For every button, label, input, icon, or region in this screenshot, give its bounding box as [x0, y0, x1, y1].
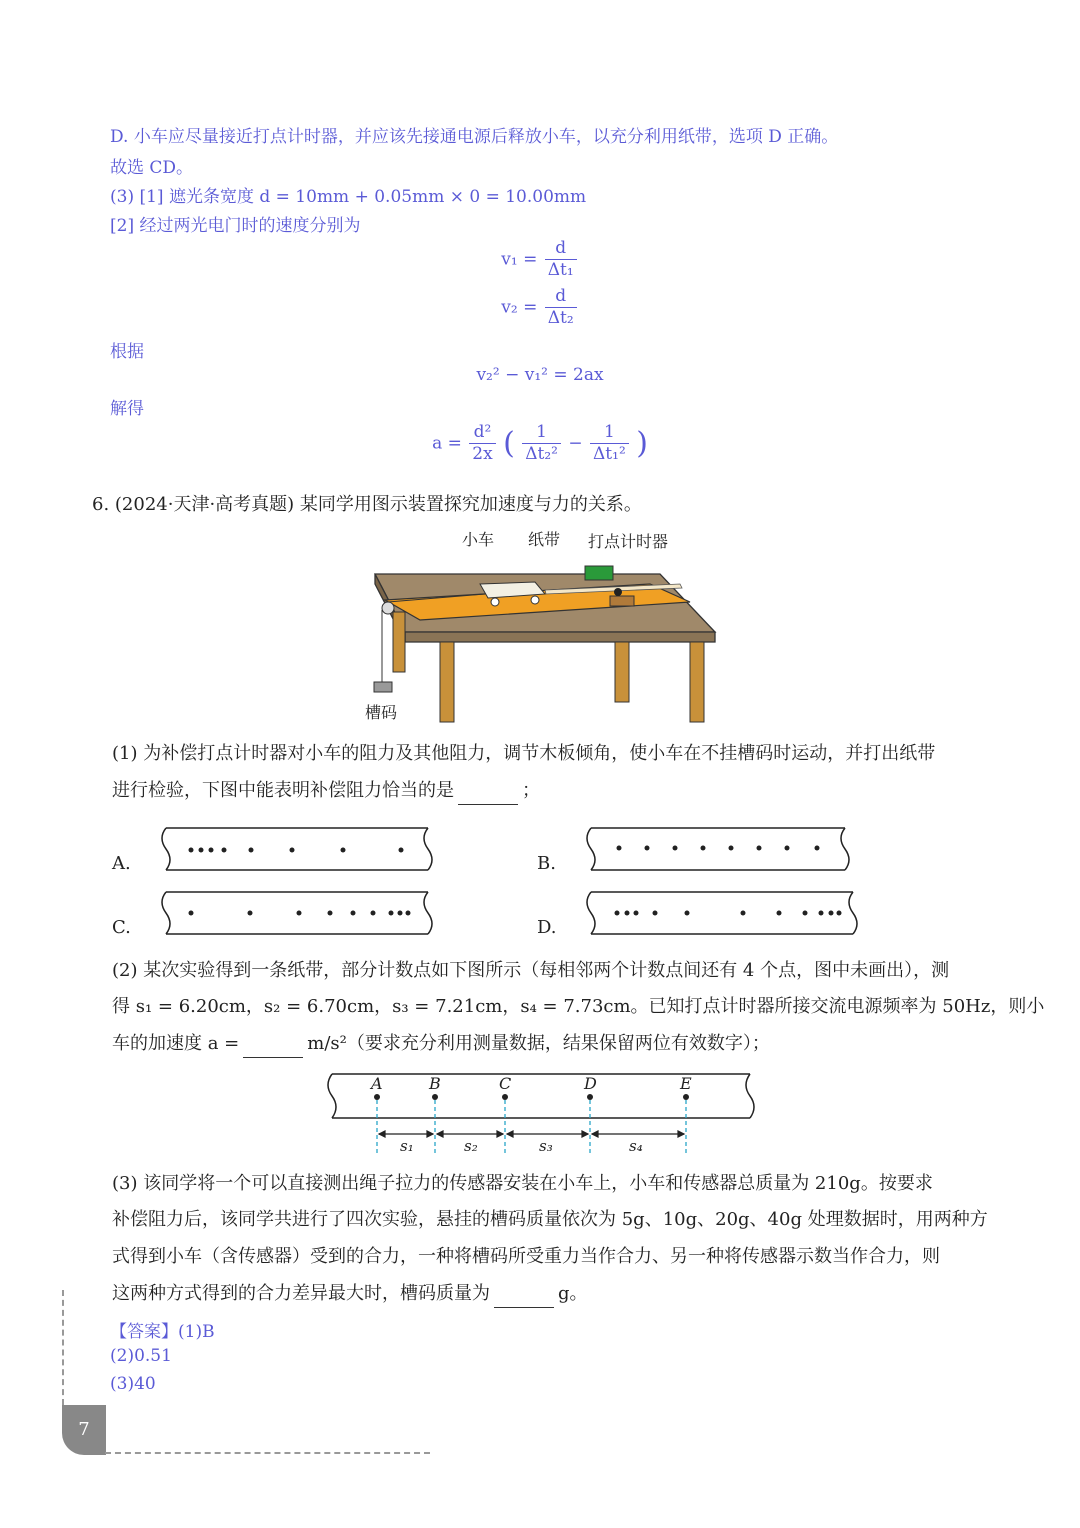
- v1-num: d: [545, 238, 577, 260]
- part1-answer-blank: [458, 786, 518, 805]
- a-frac2-den: Δt₁²: [593, 444, 626, 464]
- option-b-tape: [583, 826, 853, 876]
- tape-seg-s4: s₄: [629, 1137, 643, 1155]
- paren-close: ): [636, 426, 648, 461]
- v2-den: Δt₂: [547, 308, 574, 328]
- formula-v2: [0, 286, 1080, 329]
- a-frac1-den: Δt₂²: [525, 444, 558, 464]
- a-coef-den: 2x: [472, 444, 493, 464]
- v2-fraction: [545, 286, 577, 329]
- solution-solve: 解得: [110, 399, 144, 419]
- v1-fraction: [545, 238, 577, 281]
- apparatus-figure: [360, 522, 720, 727]
- tape-point-a: A: [371, 1074, 383, 1093]
- tape-seg-s2: s₂: [464, 1137, 478, 1155]
- part1-line2: [112, 777, 540, 805]
- v1-den: Δt₁: [547, 260, 574, 280]
- v2-lhs: v₂ =: [501, 297, 538, 318]
- option-b-label: B.: [537, 853, 556, 874]
- a-coef-num: d²: [469, 422, 495, 444]
- margin-dashed-line: [62, 1290, 64, 1405]
- part1-line1: (1) 为补偿打点计时器对小车的阻力及其他阻力，调节木板倾角，使小车在不挂槽码时运动，并打出纸带: [112, 743, 936, 764]
- label-timer: 打点计时器: [588, 532, 669, 551]
- part3-line4-end: g。: [558, 1283, 588, 1304]
- a-frac1: [522, 422, 561, 465]
- tape-seg-s3: s₃: [539, 1137, 553, 1155]
- part2-line3-end: m/s²（要求充分利用测量数据，结果保留两位有效数字）；: [307, 1033, 770, 1054]
- apparatus-illustration: [360, 522, 720, 727]
- option-b-tape-svg: [583, 826, 853, 872]
- page-number: 7: [78, 1419, 90, 1440]
- solution-according: 根据: [110, 342, 144, 362]
- a-minus: −: [568, 433, 583, 454]
- option-a-tape: [158, 826, 436, 876]
- formula-kinematic: v₂² − v₁² = 2ax: [476, 365, 604, 385]
- tape-point-b: B: [429, 1074, 441, 1093]
- part2-line3: [112, 1030, 770, 1058]
- part3-line2: 补偿阻力后，该同学共进行了四次实验，悬挂的槽码质量依次为 5g、10g、20g、40g 处理数据时，用两种方: [112, 1209, 988, 1230]
- option-c-tape-svg: [158, 890, 436, 936]
- v1-lhs: v₁ =: [501, 249, 538, 270]
- label-tape: 纸带: [528, 530, 561, 549]
- a-lhs: a =: [432, 433, 462, 454]
- part3-line1: (3) 该同学将一个可以直接测出绳子拉力的传感器安装在小车上，小车和传感器总质量为 210g。按要求: [112, 1173, 933, 1194]
- measured-tape-figure: [322, 1070, 760, 1160]
- part3-line4-text: 这两种方式得到的合力差异最大时，槽码质量为: [112, 1283, 490, 1304]
- a-frac1-num: 1: [522, 422, 561, 444]
- label-cart: 小车: [462, 530, 495, 549]
- solution-part3-1: (3) [1] 遮光条宽度 d = 10mm + 0.05mm × 0 = 10.00mm: [110, 187, 587, 207]
- tape-point-c: C: [499, 1074, 512, 1093]
- option-d-tape: [583, 890, 861, 940]
- solution-option-d: D. 小车应尽量接近打点计时器，并应该先接通电源后释放小车，以充分利用纸带，选项 D 正确。: [110, 127, 839, 147]
- part3-line3: 式得到小车（含传感器）受到的合力，一种将槽码所受重力当作合力、另一种将传感器示数当作合力，则: [112, 1246, 940, 1267]
- part2-answer-blank: [243, 1039, 303, 1058]
- part3-answer-blank: [494, 1289, 554, 1308]
- formula-a: [0, 422, 1080, 465]
- part2-line3-text: 车的加速度 a =: [112, 1033, 240, 1054]
- a-frac2: [590, 422, 629, 465]
- tape-point-e: E: [680, 1074, 692, 1093]
- part1-line2-text: 进行检验，下图中能表明补偿阻力恰当的是: [112, 780, 454, 801]
- solution-part3-2: [2] 经过两光电门时的速度分别为: [110, 216, 361, 236]
- option-c-label: C.: [112, 917, 131, 938]
- part2-line2: 得 s₁ = 6.20cm，s₂ = 6.70cm，s₃ = 7.21cm，s₄ = 7.73cm。已知打点计时器所接交流电源频率为 50Hz，则小: [112, 996, 1045, 1017]
- part3-line4: [112, 1280, 588, 1308]
- tape-seg-s1: s₁: [400, 1137, 414, 1155]
- option-a-tape-svg: [158, 826, 436, 872]
- paren-open: (: [503, 426, 515, 461]
- option-d-tape-svg: [583, 890, 861, 936]
- option-d-label: D.: [537, 917, 557, 938]
- label-weight: 槽码: [365, 703, 398, 722]
- part1-line2-end: ；: [522, 780, 540, 801]
- a-frac2-num: 1: [590, 422, 629, 444]
- question6-title: 6. (2024·天津·高考真题) 某同学用图示装置探究加速度与力的关系。: [92, 494, 642, 515]
- formula-v1: [0, 238, 1080, 281]
- v2-num: d: [545, 286, 577, 308]
- answer-label: 【答案】(1)B: [110, 1322, 215, 1342]
- option-a-label: A.: [112, 853, 131, 874]
- option-c-tape: [158, 890, 436, 940]
- answer-part2: (2)0.51: [110, 1346, 172, 1366]
- a-coef: [469, 422, 495, 465]
- solution-choice: 故选 CD。: [110, 158, 194, 178]
- footer-dashed-line: [105, 1452, 430, 1454]
- tape-point-d: D: [584, 1074, 597, 1093]
- part2-line1: (2) 某次实验得到一条纸带，部分计数点如下图所示（每相邻两个计数点间还有 4 个点，图中未画出），测: [112, 960, 950, 981]
- answer-part3: (3)40: [110, 1374, 156, 1394]
